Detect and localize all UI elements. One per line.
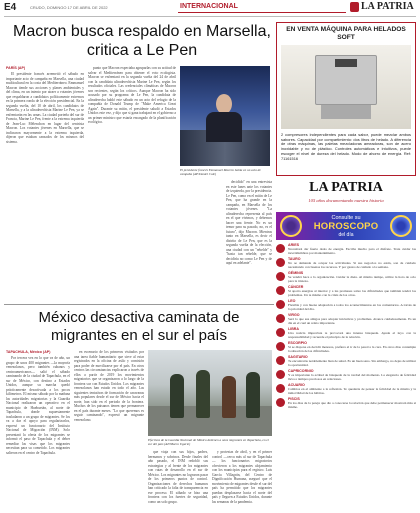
guard-figure-1 [170,374,184,418]
article-2-col-1 [6,356,70,510]
dateline: CRUDO, DOMINGO 17 DE ABRIL DE 2022 [30,5,108,10]
sign-text: Y es importante la actitud de búsqueda de la verdad del momento. La elegancia de felicidad lleva a tiempos preciosos en relaciones. [288,373,416,381]
tauro-icon [276,258,285,267]
sign-piscis [276,397,416,409]
article-2-col-3-text: que viaja con sus hijos, padres, hermanos y sobrinos. Desde finales del año pasado, el INM redobló sus estrategias y al frente de los migrantes con rutas de desarrollo en el sur de México. Los migrantes no lograron pasar de los primeros puntos de control. Organizaciones de derechos humanos han criticado la falta de transparencia en ese proceso. El sábado se hizo una frontera con los fuertes de seguridad, como un solo grupo. [148,450,208,504]
article-2-caption: Efectivos de la Guardia Nacional de México detienen a unos migrantes en Tapachula, en el sur del país (AP/Marco Ugarte) [148,438,269,446]
article-1-col-3-text: decidido" en una entrevista en este lunes ante los votantes de izquierda, por la presidencia. Le Pen, como en el mitin de Le Pen, que ha grande en la campaña, en Marsella de los votantes jóvenes. "La ultraderecha representa al país en el que vivimos, y debemos hacer una frente. No es un temor para su pasado, no, es el futuro", dijo Macron. Mientras tanto en Marsella, es decir el distrito de Le Pen, que es la segunda vuelta de la elección, una ciudad con un "rebelde" y "hasta tan rebelde, que se decidiría no como Le Pen y de aquí en adelante". [226,180,272,265]
sign-tauro [276,257,416,269]
virgo-icon [276,314,285,323]
sign-name: CÁNCER [288,285,304,289]
article-2-col-2 [74,350,144,510]
sign-text: Una noticia imprevista te provocará una intensa búsqueda. Ayude el tuyo con la responsabilidad y recuerde el principio de la relación. [288,331,416,339]
sign-leo [276,299,416,311]
sign-sagitario [276,355,416,367]
sign-name: ARIES [288,243,299,247]
section-divider [4,304,274,305]
article-1-dateline: PARÍS (AP) [6,66,26,70]
header-bottom-rule [4,16,416,17]
cancer-icon [276,286,285,295]
ad-title: EN VENTA MÁQUINA PARA HELADOS SOFT [286,26,406,41]
sign-aries [276,243,416,255]
sign-text: Si aporta energías al interior y a las promesas sobre las dificultades que también tendrá los problemas. Un te mismo con la crisis de los otros. [288,289,416,297]
sign-text: En los días de la pareja que dio a conocerse la relación que debe permanecer mostrará más sí mismo. [288,401,416,409]
logo-text: LA PATRIA [361,1,414,12]
escorpio-icon [276,342,285,351]
aries-icon [276,244,285,253]
sign-escorpio [276,341,416,353]
sign-text: No se demande de ocupar las actividades. Si sus negocios no están, son de cuidado necesitando con buenas los recursos. Y por gastos de cuidado a la semana. [288,261,416,269]
sign-geminis [276,271,416,283]
horoscope-logo-text: LA PATRIA [309,180,383,195]
ad-text: 2 compresores independientes para cada sabor, puede mezclar ambos sabores. Capacidad por compartimiento: dos litros de helado. A diferencia de otras máquinas, las paletas mezcladoras ameadoras, son de acero inoxidable y no de plástico. Controles automáticos e intuitivos, puede escoger el nivel de dureza del helado. Modo de ahorro de energía. Ref: 71161516 [281,133,411,161]
article-2-col-4 [212,450,272,510]
article-2-photo [148,350,272,436]
horoscope-tagline: 105 años documentando nuestra historia [308,198,384,203]
header-logo [350,1,416,14]
geminis-icon [276,272,285,281]
article-1-headline: Macron busca respaldo en Marsella, critica a Le Pen [13,23,271,59]
machine-tray [321,105,371,119]
libra-icon [276,328,285,337]
article-1-col-1-text: El presidente francés arremetió el sábado en importante acto de campaña en Marsella, una ciudad multicultural en la costa del Mediterráneo. Emmanuel Macron tiende sus acciones y planes ambientales y del clima, en un intento por atraer a votantes jóvenes que respaldaron a candidatos políticamente extremos en la primera ronda de la elección presidencial. En la segunda vuelta, del 10 de abril, los candidatos de Marsella, y a la ultraderechista Marine Le Pen, ya se enfrentarán en las urnas. La ciudad porteña del sur de Francia, Marine Le Pen, frente a la extrema izquierda de Jean-Luc Mélenchon en lugar del centrista Macron. Los votantes jóvenes en Marsella, que se inclinaron mayormente a la extrema izquierda, dijeron que estaban cansados de los mismos del sistema. [6,72,84,144]
section-name: INTERNACIONAL [180,3,238,10]
sign-name: VIRGO [288,313,300,317]
zodiac-wheel-icon-right [390,215,412,237]
article-1-col-3 [226,180,272,302]
capricornio-icon [276,370,285,379]
zodiac-wheel-icon [280,215,302,237]
acuario-icon [276,384,285,393]
sign-virgo [276,313,416,325]
piscis-icon [276,398,285,407]
horoscope-banner [276,212,416,240]
article-2-col-3 [148,450,208,510]
page-header [0,0,420,16]
article-1-col-2-text: punto que Macron expectaba agruparlas con su actitud de salvar el Mediterráneo para obtener el voto ecologista. Macron se enfrentará en la segunda vuelta del 24 de abril con la candidata ultraderechista Marine Le Pen, según los resultados oficiales. Las credenciales climáticas de Macron son recientes, según los críticos. Aunque Macron ha sido acusado por su programa de Le Pen, la candidata de ultraderecha habló este sábado en un acto del refugio de la compañía de Donald Trump de "Make America Great Again". Durante su mitin, el presidente saludó a Estados Unidos este vez, y dijo que si gana trabajará en el gobierno a un primer ministro que estaría encargado de la planificación ecológica. [88,66,176,124]
sign-text: Se vendrá hace a la organización. Cuidar la dieta. Al mismo tiempo, utilice la hora de ocio para la tristeza. [288,275,416,283]
horoscope-list [276,243,416,510]
machine-panel [335,59,357,67]
guard-figure-3 [246,372,260,418]
article-2-dateline: TAPACHULA, México (AP) [6,350,51,354]
ad-photo [281,45,411,129]
logo-icon [350,2,359,12]
article-1-photo [180,66,270,166]
page-number: E4 [4,2,17,13]
header-rule [178,12,346,13]
ad-box [276,22,416,176]
article-1-caption: El presidente francés Emmanuel Macron habla en un acto de campaña (AP/Daniel Cole) [180,168,261,176]
sign-text: Flexible y con buena adaptación a todos los acontecimientos en los comentarios. A través de la prioridad del día. [288,303,416,311]
sign-text: Te encontrarás notablemente bien de salud. Es un buen sano. Sin embargo, no dejes de utilizar la oportunidad. [288,359,416,367]
article-2-headline: México desactiva caminata de migrantes en el sur el país [38,309,240,344]
sign-libra [276,327,416,339]
sign-text: Será lo que sus amigos para adoptar iniciativas y problemas. Avance cuidadosamente. Es un día en el cual un relato importante. [288,317,416,325]
sign-name: LIBRA [288,327,299,331]
article-2-col-1-text: Por tercera vez en lo que va de año, un grupo de unos 400 migrantes —la mayoría venezolanos, pero también cubanos y centroamericanos— salió el sábado caminando de la ciudad de Tapachula, en el sur de México, con destino a Estados Unidos, aunque su marcha quedó prácticamente desactivada a los pocos kilómetros. El mismo sábado por la mañana las autoridades migratorias y la Guardia Nacional realizaron un operativo en el municipio de Huehuetán, al norte de Tapachula, donde supuestamente trasladaron a un grupo de migrantes. Se los va a dar el apoyo para regularizarlos, expresó un funcionario del Instituto Nacional de Migración (INM). Solo presentará la oferta de los migrantes se informó el paso de Tapachula y el deber remediar las visas que los migrantes necesitan para su cometido. Los migrantes salieron en el centro de Tapachula. [6,356,70,455]
banner-main-text: HOROSCOPO [313,221,379,232]
sign-cancer [276,285,416,297]
sign-name: GÉMINIS [288,271,304,275]
leo-icon [276,300,285,309]
sign-name: PISCIS [288,397,300,401]
sign-capricornio [276,369,416,381]
article-2-col-4-text: y protestas de abril, y en el primer control —cerca más al sur de Tapachula— los funcionarios migratorios ofrecieron a los migrantes alojamiento con los municipios para el registro. Luis García Villagrán, del Centro de Dignificación Humana, aseguró que el movimiento de migrantes desde el sur del país ha permitido que los migrantes puedan desplazarse hacia el norte del país y lleguen a Estados Unidos, durante las semanas de la pandemia. [212,450,272,504]
sign-text: Si se dispone en decidir menores, prefiera el ir de la pared a la cara. En otros días contemple la situación de las dificultades. [288,345,416,353]
sign-name: SAGITARIO [288,355,308,359]
banner-bottom-text: del día [338,232,354,238]
speaker-head [216,94,232,114]
speaker-body [206,112,242,142]
horoscope-logo [276,180,416,212]
sign-text: Cambios en el ambiente a la reflexión. Te quedarás de pensar la felicidad de la misma y la inmovilidad de los hábitos. [288,387,416,395]
sign-acuario [276,383,416,395]
sign-name: CAPRICORNIO [288,369,314,373]
article-2-col-2-text: en escenario de los primeros visitados por una tarea fiable humanitario que sirve al estar registrados en la oficina de asilo y comisión para poder de movilizarse por el país. En otros centros las circunstancias explicaron a través de ellos a partir de 2019 los movimientos migratorios que se organizaron a lo largo de la frontera sur con Estados Unidos. Los migrantes venezolanos han estado en todo el año. Las siguientes tentativas de formación de caravanas más populares desde el sur de México hacia el norte, han sido en el periodo de la frontera. Muchos de los paisanos tienen que permanecer en el país durante meses. "Lo que queremos es seguir caminando", expresó un migrante venezolano. [74,350,144,422]
sign-text: Necesitará dar fuerte dosis de energía. Escriba mucho para el disfrute. Trate cuidar las incertidumbres por mantenimiento. [288,247,416,255]
migrant-figure [222,376,236,418]
sign-name: LEO [288,299,296,303]
guard-figure-2 [196,370,210,418]
banner-top-text: Consulte su [331,215,361,221]
sign-name: TAURO [288,257,301,261]
sign-name: ESCORPIO [288,341,307,345]
sign-name: ACUARIO [288,383,305,387]
article-1-col-2 [88,66,176,302]
article-1-col-1 [6,72,84,302]
sagitario-icon [276,356,285,365]
